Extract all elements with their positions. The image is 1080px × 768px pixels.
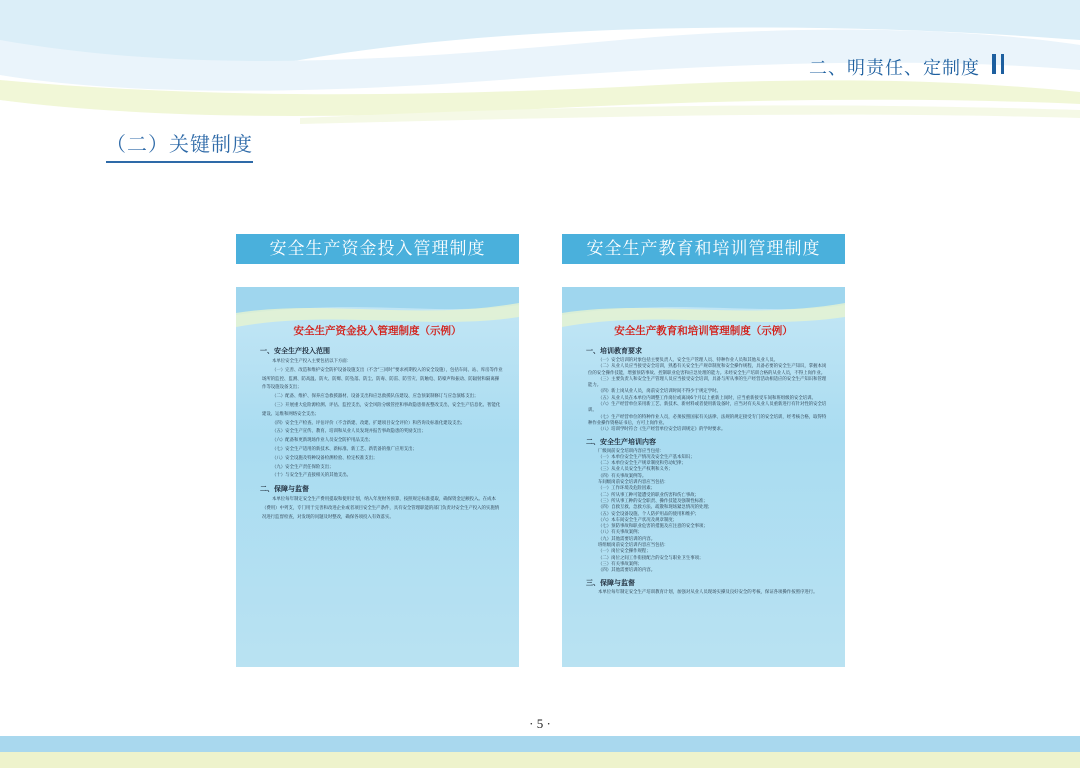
fund-s1-line: 本单位安全生产投入主要包括以下方面：	[272, 359, 352, 364]
page-number: · 5 ·	[529, 716, 551, 731]
training-s1-line: （二）从业人员应当接受安全培训，熟悉有关安全生产规章制度和安全操作规程，具备必要的安全生产知识，掌握本岗位的安全操作技能，增强预防事故、控制职业危害和应急处理的能力。未经安全生产培训合格的从业人员，不得上岗作业。	[588, 364, 827, 376]
training-policy-doc-title: 安全生产教育和培训管理制度（示例）	[614, 325, 793, 337]
training-section-3-heading: 三、保障与监督	[586, 578, 635, 587]
training-s3-line: 本单位每年制定安全生产培训教育计划，加强对从业人员现场实操及良好安全的考核，保证各项操作按照序进行。	[598, 589, 818, 595]
training-s2-line: （三）有关事故案例；	[598, 561, 642, 567]
fund-s1-line: （八）安全设施及特种设备检测检验、检定校准支出；	[272, 455, 378, 461]
chapter-marker-bar	[992, 54, 996, 74]
training-s2-line: 车间级岗前安全培训内容应当包括：	[598, 480, 669, 486]
fund-s1-line: （三）开展重大危险源检测、评估、监控支出，安全风险分级管控和事故隐患排查整改支出，安全生产信息化、智能化建设、运维和网络安全支出；	[262, 402, 501, 417]
training-s2-line: （一）岗位安全操作规程；	[598, 549, 651, 555]
training-s1-line: （六）生产经营单位采用新工艺、新技术、新材料或者使用新设备时，应当对有关从业人员重新进行有针对性的安全培训。	[588, 402, 827, 414]
fund-s1-line: （一）完善、改造和维护安全防护设备设施支出（不含“三同时”要求初期投入的安全设施），包括车间、站、库房等作业场所的监控、监测、防高温、防火、防爆、防坠落、防尘、防毒、防雷、防雪灾、防触电、防噪声和振动、防辐射和隔离操作等设施设备支出；	[262, 367, 503, 391]
training-s1-line: （八）培训学时符合《生产经营单位安全培训规定》的学时要求。	[598, 427, 726, 433]
training-policy-column	[562, 234, 845, 667]
training-s2-line: （七）预防事故和职业危害的措施及应注意的安全事项；	[598, 524, 708, 530]
training-s2-line: （二）所从事工种可能遭受的职业伤害和伤亡事故；	[598, 492, 699, 498]
chapter-title: 二、明责任、定制度	[809, 58, 980, 79]
fund-section-2-heading: 二、保障与监督	[260, 485, 309, 494]
training-s2-line: 厂级岗前安全培训内容应当包括：	[598, 448, 664, 454]
training-s2-line: （九）其他需要培训的内容。	[598, 536, 656, 542]
training-section-2-heading: 二、安全生产培训内容	[586, 437, 656, 446]
fund-section-1-heading: 一、安全生产投入范围	[260, 347, 330, 355]
training-s2-line: （五）安全设备设施、个人防护用品的使用和维护；	[598, 511, 699, 517]
training-s2-line: （二）本单位安全生产规章制度和劳动纪律；	[598, 461, 686, 467]
fund-s1-line: （五）安全生产宣传、教育、培训和从业人员发现并报告事故隐患的奖励支出；	[272, 429, 426, 435]
training-section-1-heading: 一、培训教育要求	[586, 347, 642, 355]
chapter-marker-bar-2	[1001, 54, 1004, 74]
fund-s1-line: （十）与安全生产直接相关的其他支出。	[272, 473, 352, 479]
training-policy-heading: 安全生产教育和培训管理制度	[562, 234, 845, 264]
training-s2-line: （二）岗位之间工作衔接配合的安全与职业卫生事项；	[598, 555, 704, 561]
fund-policy-document	[236, 287, 519, 667]
training-s1-line: （五）从业人员在本单位内调整工作岗位或离岗6个月以上重新上岗时，应当重新接受车间和班组级的安全培训。	[598, 395, 816, 401]
fund-s1-line: （四）安全生产检查、评估评价（不含新建、改建、扩建项目安全评价）和咨询及标准化建设支出；	[272, 420, 466, 426]
fund-policy-column	[236, 234, 519, 667]
training-s2-line: （三）所从事工种的安全职责、操作技能及强制性标准；	[598, 498, 708, 504]
fund-s2-line: 本单位每年制定安全生产费用提取和使用计划，纳入年度财务预算，按照规定标准提取，确保资金足额投入。在成本（费用）中列支，专门用于完善和改进企业或者项目安全生产条件，具有安全管理职能的部门负责对安全生产投入的实施情况进行监督检查，对发现的问题及时整改，确保各项投入有效落实。	[262, 497, 500, 520]
training-s2-line: （三）从业人员安全生产权利和义务；	[598, 467, 673, 473]
training-s2-line: 班组级岗前安全培训内容应当包括：	[598, 543, 669, 549]
training-s2-line: （六）本车间安全生产状况及规章制度；	[598, 517, 678, 523]
training-policy-document	[562, 287, 845, 667]
training-s2-line: （一）本单位安全生产情况及安全生产基本知识；	[598, 454, 695, 460]
training-s2-line: （四）有关事故案例等。	[598, 473, 647, 479]
training-s1-line: （七）生产经营单位的特种作业人员，必须按照国家有关法律、法规的规定接受专门的安全培训，经考核合格，取得特种作业操作资格证书后，方可上岗作业。	[588, 414, 827, 426]
section-title: （二）关键制度	[106, 128, 253, 163]
fund-s1-line: （九）安全生产责任保险支出；	[272, 464, 334, 470]
training-s2-line: （四）其他需要培训的内容。	[598, 568, 656, 574]
fund-policy-heading: 安全生产资金投入管理制度	[236, 234, 519, 264]
footer-band-blue	[0, 736, 1080, 752]
fund-s1-line: （六）配备和更新现场作业人员安全防护用品支出；	[272, 438, 373, 444]
footer-band-green	[0, 752, 1080, 768]
training-s1-line: （一）安全培训的对象包括主要负责人、安全生产管理人员、特种作业人员和其他从业人员。	[598, 358, 779, 363]
training-s1-line: （四）新上岗从业人员，岗前安全培训时间不得少于规定学时。	[598, 389, 721, 395]
training-s2-line: （一）工作环境及危险因素；	[598, 486, 656, 492]
training-s2-line: （八）有关事故案例；	[598, 530, 642, 536]
fund-policy-doc-title: 安全生产资金投入管理制度（示例）	[293, 325, 462, 337]
training-s2-line: （四）自救互救、急救方法、疏散和现场紧急情况的处理；	[598, 505, 713, 511]
fund-s1-line: （二）配备、维护、保养应急救援器材、设备支出和应急救援队伍建设、应急预案制修订与应急演练支出；	[272, 394, 479, 400]
training-s1-line: （三）主要负责人和安全生产管理人员应当接受安全培训，具备与所从事的生产经营活动相适应的安全生产知识和管理能力。	[588, 376, 827, 389]
fund-s1-line: （七）安全生产适用的新技术、新标准、新工艺、新装备的推广应用支出；	[272, 446, 417, 452]
